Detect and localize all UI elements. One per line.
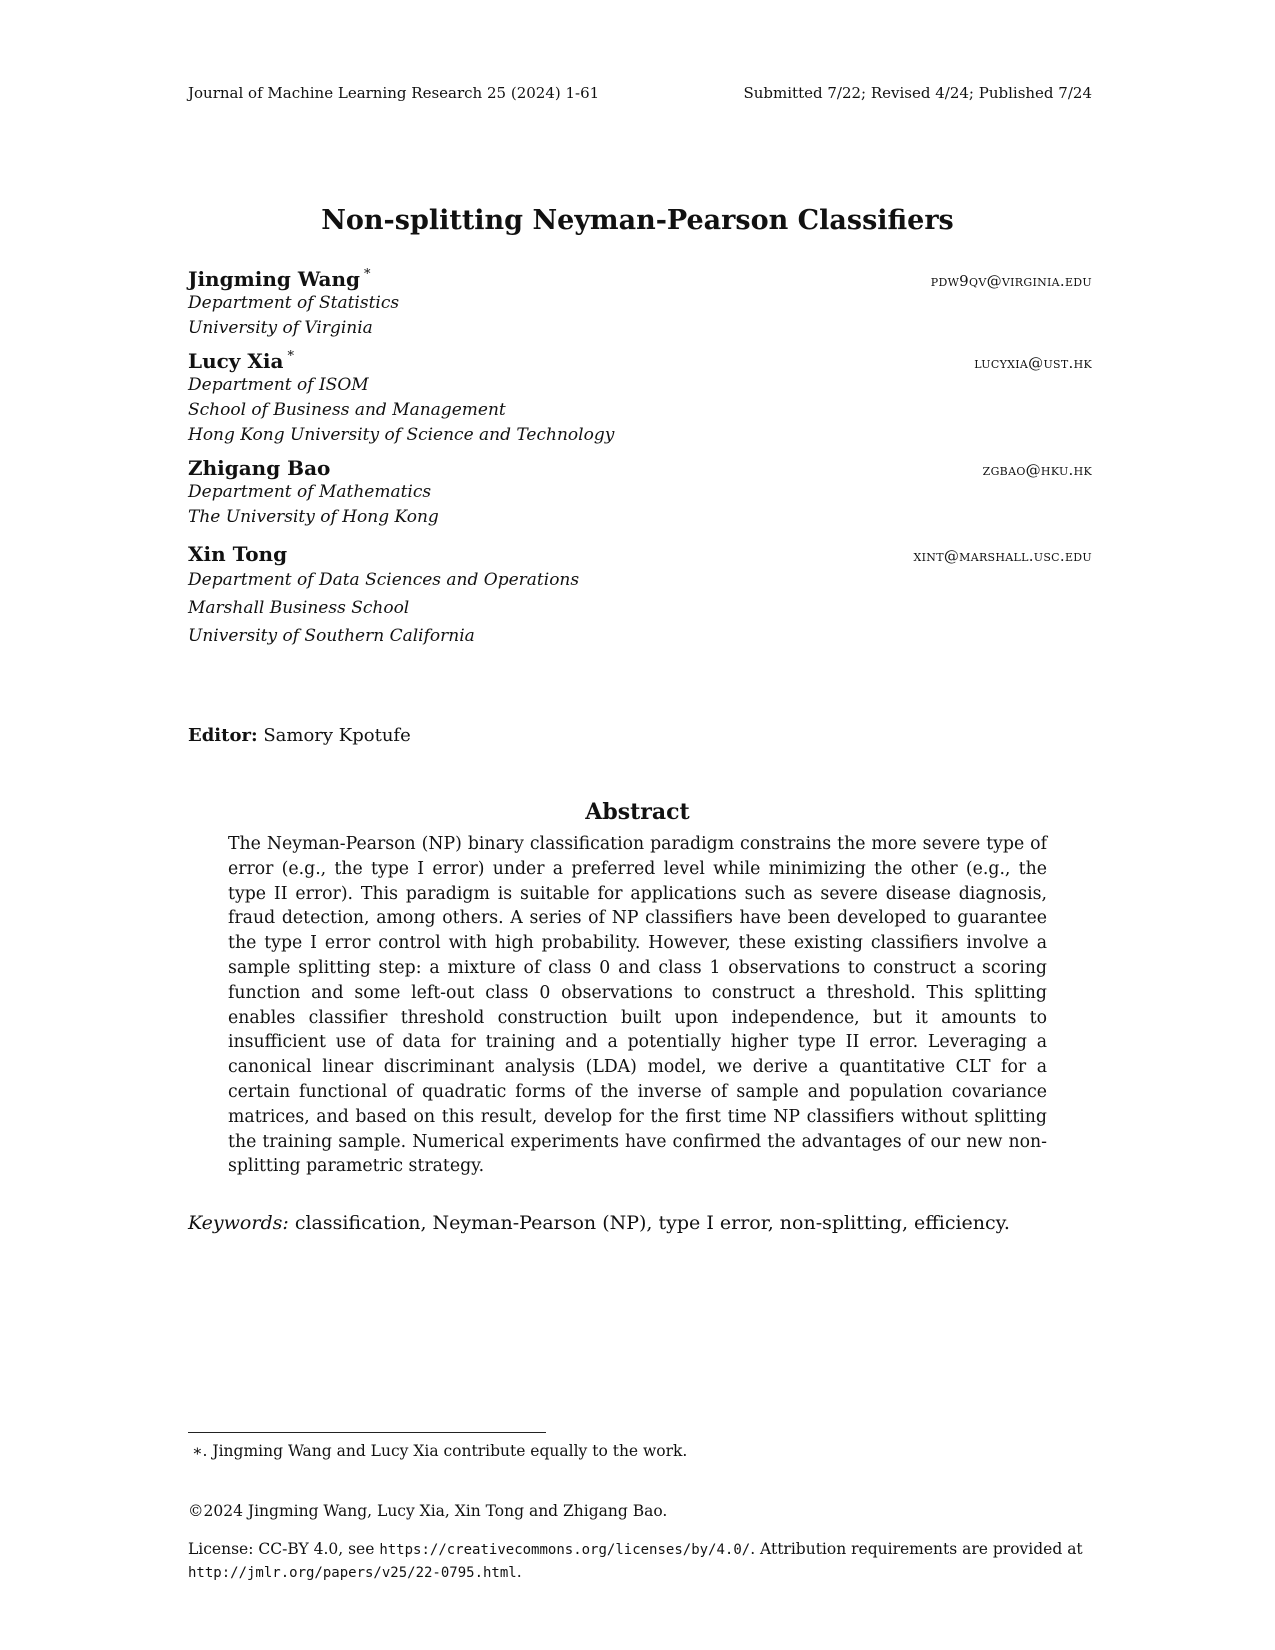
- keywords-text: classification, Neyman-Pearson (NP), type I error, non-splitting, efficiency.: [294, 1212, 1010, 1234]
- journal-citation: Journal of Machine Learning Research 25 (2024) 1-61: [188, 84, 600, 102]
- author-email[interactable]: xint@marshall.usc.edu: [913, 547, 1092, 565]
- affiliation-line: University of Virginia: [188, 318, 373, 338]
- license-url-link[interactable]: https://creativecommons.org/licenses/by/4.0/: [379, 1542, 751, 1558]
- author-block: [188, 456, 1092, 530]
- author-block: [188, 349, 1092, 448]
- copyright-notice: ©2024 Jingming Wang, Lucy Xia, Xin Tong and Zhigang Bao.: [188, 1502, 668, 1520]
- equal-contribution-mark: *: [287, 349, 294, 365]
- equal-contribution-mark: *: [364, 267, 371, 283]
- running-header: [188, 84, 1092, 102]
- license-notice: [188, 1538, 1092, 1584]
- footnote: ∗. Jingming Wang and Lucy Xia contribute equally to the work.: [192, 1442, 688, 1460]
- keywords-line: [188, 1212, 1092, 1234]
- affiliation-line: Department of Mathematics: [188, 482, 432, 502]
- affiliation-line: Marshall Business School: [188, 598, 410, 618]
- affiliation-line: Department of Statistics: [188, 293, 400, 313]
- license-suffix: .: [516, 1563, 522, 1581]
- author-name: Zhigang Bao: [188, 456, 331, 480]
- affiliation-line: Department of Data Sciences and Operations: [188, 570, 580, 590]
- license-prefix: License: CC-BY 4.0, see: [188, 1540, 380, 1558]
- author-name: Lucy Xia *: [188, 349, 294, 373]
- author-name: Jingming Wang *: [188, 267, 371, 291]
- author-email[interactable]: zgbao@hku.hk: [982, 461, 1092, 479]
- paper-url-link[interactable]: http://jmlr.org/papers/v25/22-0795.html: [188, 1565, 517, 1581]
- abstract-text: The Neyman-Pearson (NP) binary classification paradigm constrains the more severe type of error (e.g., the type I error) under a preferred level while minimizing the other (e.g., the type II error). This paradigm is suitable for applications such as severe disease diagnosis, fraud detection, among others. A series of NP classifiers have been developed to guarantee the type I error control with high probability. However, these existing classifiers involve a sample splitting step: a mixture of class 0 and class 1 observations to construct a scoring function and some left-out class 0 observations to construct a threshold. This splitting enables classifier threshold construction built upon independence, but it amounts to insufficient use of data for training and a potentially higher type II error. Leveraging a canonical linear discriminant analysis (LDA) model, we derive a quantitative CLT for a certain functional of quadratic forms of the inverse of sample and population covariance matrices, and based on this result, develop for the first time NP classifiers without splitting the training sample. Numerical experiments have confirmed the advantages of our new non-splitting parametric strategy.: [228, 834, 1047, 1177]
- author-email[interactable]: lucyxia@ust.hk: [974, 354, 1092, 372]
- abstract-heading: Abstract: [585, 799, 690, 825]
- license-middle: . Attribution requirements are provided at: [750, 1540, 1083, 1558]
- author-block: [188, 267, 1092, 341]
- editor-name: Samory Kpotufe: [263, 725, 411, 746]
- keywords-label: Keywords:: [188, 1212, 289, 1234]
- paper-title: Non-splitting Neyman-Pearson Classifiers: [321, 205, 954, 236]
- editor-line: [188, 725, 411, 746]
- affiliation-line: The University of Hong Kong: [188, 507, 439, 527]
- footnote-divider: [188, 1432, 546, 1433]
- author-block: [188, 542, 1092, 650]
- affiliation-line: Department of ISOM: [188, 375, 369, 395]
- author-email[interactable]: pdw9qv@virginia.edu: [930, 272, 1092, 290]
- author-name: Xin Tong: [188, 542, 288, 566]
- affiliation-line: Hong Kong University of Science and Technology: [188, 425, 615, 445]
- affiliation-line: University of Southern California: [188, 626, 475, 646]
- affiliation-line: School of Business and Management: [188, 400, 506, 420]
- submission-dates: Submitted 7/22; Revised 4/24; Published 7/24: [743, 84, 1092, 102]
- editor-label: Editor:: [188, 725, 258, 746]
